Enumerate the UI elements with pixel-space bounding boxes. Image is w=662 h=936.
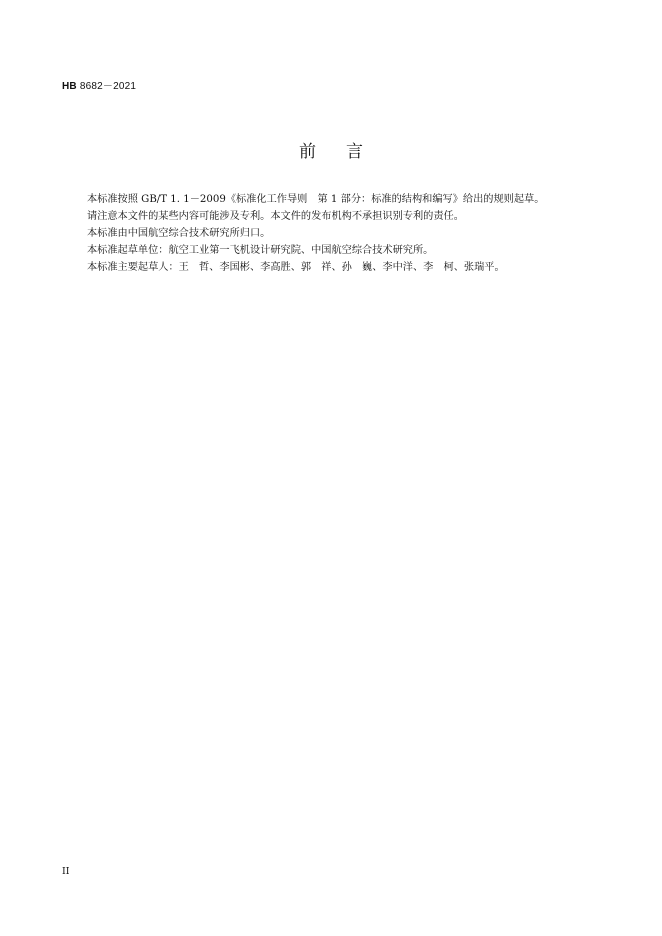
paragraph-drafting-units: 本标准起草单位：航空工业第一飞机设计研究院、中国航空综合技术研究所。 — [87, 245, 434, 256]
standard-prefix: HB — [62, 81, 77, 92]
foreword-body — [87, 191, 607, 276]
page-number: II — [62, 866, 70, 877]
standard-number: 8682－2021 — [76, 81, 137, 92]
standard-code-header — [62, 77, 136, 92]
paragraph-responsible-body: 本标准由中国航空综合技术研究所归口。 — [87, 228, 271, 239]
paragraph-patent-notice: 请注意本文件的某些内容可能涉及专利。本文件的发布机构不承担识别专利的责任。 — [87, 211, 464, 222]
page-title: 前言 — [299, 142, 393, 162]
paragraph-drafters: 本标准主要起草人：王 哲、李国彬、李高胜、郭 祥、孙 巍、李中洋、李 柯、张瑞平。 — [87, 262, 505, 273]
paragraph-drafting-rules: 本标准按照 GB/T 1. 1－2009《标准化工作导则 第 1 部分：标准的结构和编写》给出的规则起草。 — [87, 194, 545, 205]
